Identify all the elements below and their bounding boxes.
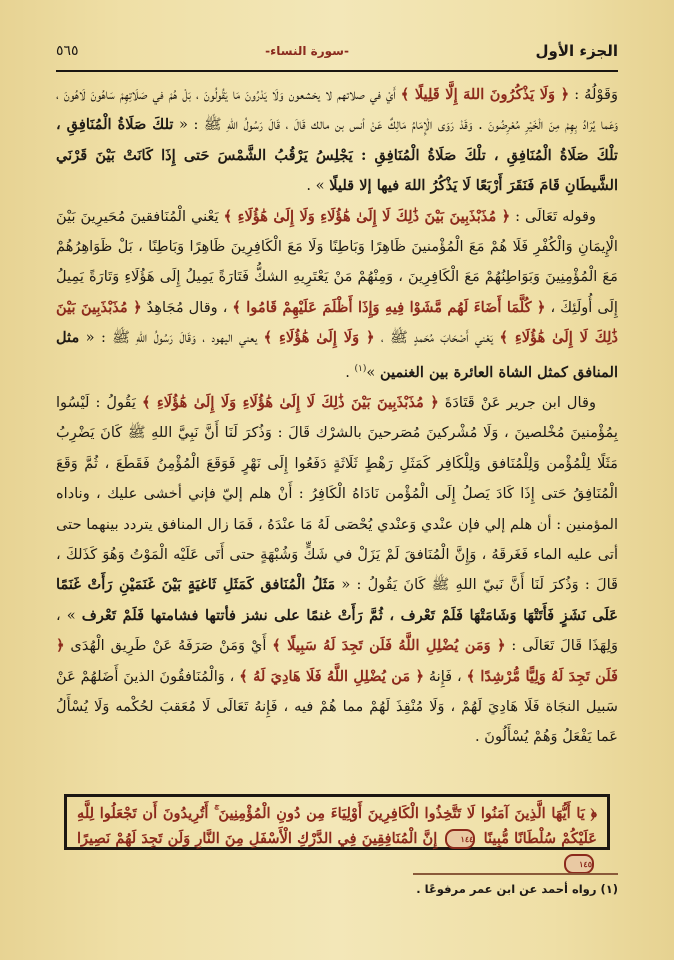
- paragraph: [56, 80, 618, 202]
- page-header: [56, 38, 618, 64]
- quran-verse: ﴿ وَلَا يَذْكُرُونَ اللهَ إِلَّا قَلِيلًا ﴾: [400, 86, 570, 103]
- hadith-text: مَثَلُ الْمُنَافق كَمَثَلِ ثَاغيَةٍ بَيْنَ غَنَمَيْنِ رَأَتْ غَنَمًا عَلَى نَشَزٍ فَأَتَتْهَا وَشَامَتْهَا فَلَمْ تَعْرف ، ثُمَّ رَأَتْ غنمًا على نشز فأتتها فشامتها فَلَمْ تَعْرف: [56, 576, 618, 624]
- commentary-text: يعني اليهود ، وَقَالَ رَسُولُ اللهِ ﷺ : «: [79, 329, 264, 347]
- commentary-text: يَعْني الْمُنَافقينَ مُحَيرِينَ بَيْنَ الْإِيمَانِ وَالْكُفْرِ فَلَا هُمْ مَعَ الْمُؤْمنينَ ظَاهِرًا وَبَاطِنًا وَلَا مَعَ الْكَافِرِينَ ظَاهِرًا وَبَاطِنًا ، بَلْ ظَوَاهِرُهُمْ مَعَ الْمُؤْمِنِينَ وَبَوَاطِنُهُمْ مَعَ الْكَافِرِينَ ، وَمِنْهُمْ مَنْ يَعْتَرِيهِ الشكُّ فَتَارَةً يَمِيلُ إِلَى هَؤُلَاءِ وَتَارَةً يَمِيلُ إِلَى أُولَئِكَ ،: [56, 207, 618, 316]
- commentary-text: يَقُولُ : لَيْسُوا بِمُؤْمنينَ مُخْلصينَ ، وَلَا مُشْركينَ مُصَرحينَ بالشرْك قَالَ : وَذُكرَ لَنَا أَنَّ نَبِيَّ اللهِ ﷺ كَانَ يَضْرِبُ مَثَلًا لِلْمُؤْمن وَلِلْمُنَافق وَلِلْكَافِر كَمَثَلِ رَهْطٍ ثَلَاثَةٍ دَفَعُوا إِلَى نَهْرٍ فَوَقَعَ الْمُؤْمِنُ فَقَطَعَ ، ثُمَّ وَقَعَ الْمُنَافِقُ حَتى إِذَا كَادَ يَصلُ إِلَى الْمُؤْمن نَادَاهُ الْكَافِرُ : أَنْ هلم إليّ فإني أخشى عليك ، وناداه المؤمنين : أن هلم إلي فإن عنْدي وَعنْدي يُحْصَى لَهُ مَا عنْدَهُ ، فَمَا زال المنافق يتردد بينهما حتى أتى عليه الماء فَغَرقَهُ ، وَإِنَّ الْمُنَافقَ لَمْ يَزَلْ في شَكٍّ وَشُبْهَةٍ حتى أَتَى عَلَيْه الْمَوْتُ وَهُوَ كَذَلكَ ، قَالَ : وَذُكرَ لَنَا أَنَّ نَبيّ اللهِ ﷺ كَانَ يَقُولُ : «: [56, 393, 618, 594]
- footnote: (١) رواه أحمد عن ابن عمر مرفوعًا .: [416, 882, 618, 896]
- paragraph: [56, 388, 618, 753]
- commentary-text: .: [345, 363, 355, 381]
- ayah-number-marker-icon: ١٤٥: [564, 854, 594, 874]
- commentary-text: » .: [306, 177, 330, 195]
- footnote-divider: [413, 873, 618, 875]
- quran-verse: ﴿ كُلَّمَا أَضَاءَ لَهُم مَّشَوْا فِيهِ وَإِذَا أَظْلَمَ عَلَيْهِمْ قَامُوا ﴾: [232, 298, 546, 316]
- ayah-text-2: إِنَّ الْمُنَافِقِينَ فِي الدَّرْكِ الْأَسْفَلِ مِنَ النَّارِ وَلَن تَجِدَ لَهُمْ نَصِيرًا: [77, 830, 438, 847]
- ayah-text-1: ﴿ يَا أَيُّهَا الَّذِينَ آمَنُوا لَا تَتَّخِذُوا الْكَافِرِينَ أَوْلِيَاءَ مِن دُونِ الْمُؤْمِنِينَ ۚ أَتُرِيدُونَ أَن تَجْعَلُوا لِلَّهِ عَلَيْكُمْ سُلْطَانًا مُّبِينًا: [77, 805, 598, 847]
- quran-verse: ﴿ مَن يُضْلِلِ اللَّهُ فَلَا هَادِيَ لَهُ ﴾: [239, 667, 425, 685]
- quran-verse: ﴿ وَلَا إِلَىٰ هَٰؤُلَاءِ ﴾: [263, 329, 375, 347]
- commentary-text: ، فَإِنهُ: [424, 667, 467, 685]
- commentary-text: أَيْ في صلاتهم لا يخشعون وَلَا يَدْرُونَ مَا يَقُولُونَ ، بَلْ هُمْ في صَلَاتِهِمْ سَاهُونَ لَاهُونَ ، وَعَما يُرَادُ بِهِمْ مِنَ الْخَيْرِ مُعْرِضُونَ . وَقَدْ رَوَى الْإِمَامُ مَالِكٌ عَنْ أنس بن مالك قَالَ ، قَالَ رَسُولُ اللهِ ﷺ : «: [56, 86, 619, 134]
- commentary-text: يَعْني أَصْحَابَ مُحَمدٍ ﷺ ،: [374, 329, 500, 347]
- quran-verse: ﴿ مُذَبْذَبِينَ بَيْنَ ذَٰلِكَ لَا إِلَىٰ هَٰؤُلَاءِ وَلَا إِلَىٰ هَٰؤُلَاءِ ﴾: [141, 393, 439, 411]
- hadith-text: مثل المنافق كمثل الشاة العائرة بين الغنمين: [56, 329, 618, 381]
- quran-verse: ﴿ مُذَبْذَبِينَ بَيْنَ ذَٰلِكَ لَا إِلَىٰ هَٰؤُلَاءِ ﴾: [56, 298, 618, 347]
- commentary-text: » ، وَلِهَذَا قَالَ تَعَالَى :: [56, 606, 618, 655]
- book-page: [56, 0, 618, 960]
- paragraph: [56, 202, 618, 388]
- page-number: ٥٦٥: [56, 43, 79, 59]
- commentary-text: وقال ابن جرير عَنْ قَتَادَةَ: [438, 393, 596, 411]
- footnote-ref: (١): [354, 363, 367, 374]
- commentary-text: وقوله تَعَالَى :: [510, 207, 597, 225]
- hadith-text: تلكَ صَلَاةُ الْمُنَافِقِ ، تلْكَ صَلَاةُ الْمُنَافِقِ ، تلْكَ صَلَاةُ الْمُنَافِقِ : يَجْلِسُ يَرْقُبُ الشَّمْسَ حَتى إِذَا كَانَتْ بَيْنَ قَرْنَي الشَّيطَانِ قَامَ فَنَقَرَ أَرْبَعًا لَا يَذْكُرُ اللهَ فيها إلا قليلًا: [56, 116, 618, 195]
- commentary-text: أَيْ وَمَنْ صَرَفَهُ عَنْ طَرِيق الْهُدَى: [64, 637, 273, 655]
- surah-title: -سورة النساء-: [265, 44, 349, 58]
- part-title: الجزء الأول: [535, 42, 618, 60]
- quran-verse: ﴿ وَمَن يُضْلِلِ اللَّهُ فَلَن تَجِدَ لَهُ سَبِيلًا ﴾: [272, 637, 506, 655]
- commentary-text: »: [366, 363, 380, 381]
- quran-verse: ﴿ فَلَن تَجِدَ لَهُ وَلِيًّا مُّرْشِدًا ﴾: [56, 637, 619, 685]
- header-divider: [56, 70, 618, 72]
- commentary-text: ، وقال مُجَاهِدٌ: [141, 298, 233, 316]
- ayah-number-marker-icon: ١٤٤: [445, 829, 475, 849]
- ayah-box: [64, 794, 610, 869]
- quran-verse: ﴿ مُذَبْذَبِينَ بَيْنَ ذَٰلِكَ لَا إِلَىٰ هَٰؤُلَاءِ وَلَا إِلَىٰ هَٰؤُلَاءِ ﴾: [223, 207, 511, 225]
- commentary-text: وَقَوْلُهُ :: [569, 86, 619, 103]
- commentary-body: [56, 80, 618, 753]
- commentary-text: ، وَالْمُنَافقُونَ الذينَ أَضَلهُمْ عَنْ سَبيل النجَاة فَلَا هَادِيَ لَهُمْ ، وَلَا مُنْقِذَ لَهُمْ مما هُمْ فيه ، فَإِنهُ تَعَالَى لَا مُعَقبَ لحُكْمه وَلَا يُسْأَلُ عَما يَفْعَلُ وَهُمْ يُسْأَلُونَ .: [56, 667, 618, 746]
